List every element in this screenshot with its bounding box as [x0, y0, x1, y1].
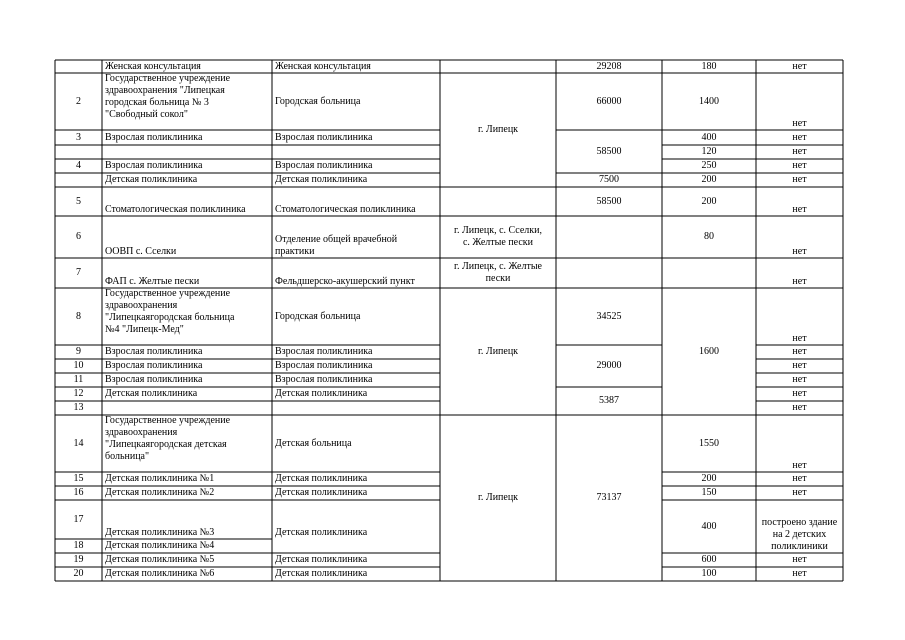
capacity-cell-text: 180 [701, 60, 717, 72]
population-cell [556, 173, 662, 187]
capacity-cell [662, 187, 756, 216]
capacity-cell-text: 200 [701, 195, 717, 207]
row-number [55, 387, 102, 401]
facility-name-text: Детская поликлиника №5 [105, 554, 215, 565]
capacity-cell [662, 288, 756, 415]
capacity-cell [662, 553, 756, 567]
facility-name-text: Взрослая поликлиника [105, 160, 203, 171]
facility-name-text: Детская поликлиника №2 [105, 487, 215, 498]
row-number-text: 19 [73, 554, 84, 565]
status-cell-text: нет [792, 204, 807, 215]
facility-name [102, 486, 272, 500]
capacity-cell [662, 415, 756, 472]
row-number-text: 20 [73, 568, 84, 579]
facility-type-text: Стоматологическая поликлиника [275, 204, 416, 215]
row-number [55, 472, 102, 486]
population-cell [556, 216, 662, 258]
row-number-text: 12 [73, 388, 84, 399]
facility-name [102, 567, 272, 581]
facility-type-text: Фельдшерско-акушерский пункт [275, 276, 415, 287]
row-number-text: 4 [76, 160, 81, 171]
capacity-cell [662, 486, 756, 500]
status-cell [756, 401, 843, 415]
population-cell [556, 258, 662, 288]
facility-name-text: Детская поликлиника [105, 388, 198, 399]
facility-type [272, 187, 440, 216]
population-cell [556, 73, 662, 130]
status-cell [756, 415, 843, 472]
row-number [55, 73, 102, 130]
capacity-cell-text: 250 [701, 160, 717, 171]
population-cell [556, 288, 662, 345]
status-cell-text: нет [792, 160, 807, 171]
facility-name-text: Государственное учреждение здравоохранения "Липецкаягородская детская больница" [105, 415, 231, 462]
facility-type-text: Детская поликлиника [275, 554, 368, 565]
row-number-text: 6 [76, 231, 81, 242]
row-number-text: 14 [73, 437, 84, 449]
row-number-text: 8 [76, 310, 81, 322]
row-number [55, 258, 102, 288]
status-cell [756, 472, 843, 486]
row-number [55, 500, 102, 539]
status-cell [756, 387, 843, 401]
capacity-cell [662, 60, 756, 73]
status-cell [756, 216, 843, 258]
facility-name-text: Женская консультация [105, 60, 201, 72]
facility-type-text: Отделение общей врачебной практики [275, 234, 398, 257]
facility-name-text: Детская поликлиника №3 [105, 527, 215, 538]
status-cell-text: нет [792, 473, 807, 484]
facility-type-text: Взрослая поликлиника [275, 374, 373, 385]
facility-type [272, 553, 440, 567]
capacity-cell-text: 1600 [699, 345, 719, 357]
facility-name [102, 73, 272, 130]
facility-type [272, 288, 440, 345]
facility-name [102, 187, 272, 216]
facility-name-text: Детская поликлиника №4 [105, 540, 215, 551]
population-cell [556, 415, 662, 581]
city-cell-text: г. Липецк [477, 492, 519, 503]
population-cell-text: 58500 [596, 145, 622, 157]
capacity-cell [662, 159, 756, 173]
row-number-text: 18 [73, 540, 84, 551]
facility-type [272, 472, 440, 486]
facility-name-text: Детская поликлиника №1 [105, 473, 215, 484]
status-cell [756, 567, 843, 581]
status-cell [756, 345, 843, 359]
city-cell-text: г. Липецк, с. Сселки, с. Желтые пески [453, 225, 543, 248]
population-cell-text: 73137 [596, 492, 622, 503]
capacity-cell [662, 73, 756, 130]
status-cell-text: нет [792, 460, 807, 471]
row-number [55, 539, 102, 553]
facility-type [272, 373, 440, 387]
status-cell-text: нет [792, 374, 807, 385]
facility-name-text: Взрослая поликлиника [105, 131, 203, 143]
facility-type [272, 539, 440, 553]
facility-type-text: Детская поликлиника [275, 473, 368, 484]
population-cell [556, 187, 662, 216]
capacity-cell-text: 400 [701, 131, 717, 143]
status-cell-text: нет [792, 346, 807, 357]
row-number [55, 187, 102, 216]
city-cell-text: г. Липецк [477, 124, 519, 135]
facility-name-text: Взрослая поликлиника [105, 374, 203, 385]
status-cell-text: нет [792, 131, 807, 143]
status-cell [756, 145, 843, 159]
status-cell [756, 288, 843, 345]
status-cell [756, 553, 843, 567]
facility-name [102, 130, 272, 145]
status-cell-text: нет [792, 60, 807, 72]
facility-type [272, 130, 440, 145]
facility-name-text: Взрослая поликлиника [105, 346, 203, 357]
capacity-cell [662, 258, 756, 288]
capacity-cell [662, 145, 756, 159]
status-cell [756, 130, 843, 145]
row-number-text: 17 [73, 513, 84, 525]
facility-name-text: Стоматологическая поликлиника [105, 204, 246, 215]
population-cell-text: 5387 [599, 395, 619, 406]
facility-type-text: Детская поликлиника [275, 174, 368, 185]
city-cell [440, 60, 556, 73]
facility-name [102, 553, 272, 567]
status-cell-text: нет [792, 402, 807, 413]
row-number [55, 60, 102, 73]
facility-name-text: ФАП с. Желтые пески [105, 276, 200, 287]
facility-type [272, 258, 440, 288]
capacity-cell-text: 600 [701, 554, 717, 565]
status-cell-text: нет [792, 388, 807, 399]
status-note-cell [756, 500, 843, 553]
facility-name [102, 288, 272, 345]
status-cell-text: нет [792, 333, 807, 344]
population-cell-text: 7500 [599, 174, 619, 185]
row-number [55, 486, 102, 500]
status-cell [756, 187, 843, 216]
row-number-text: 16 [73, 487, 84, 498]
city-cell-text: г. Липецк, с. Желтые пески [454, 261, 542, 284]
row-number [55, 288, 102, 345]
facility-name [102, 387, 272, 401]
facility-type [272, 216, 440, 258]
status-cell-text: нет [792, 276, 807, 287]
facility-name [102, 415, 272, 472]
facility-type-text: Женская консультация [275, 60, 371, 72]
status-cell-text: нет [792, 360, 807, 371]
status-cell-text: нет [792, 568, 807, 579]
facility-type-text: Взрослая поликлиника [275, 131, 373, 143]
city-cell [440, 415, 556, 581]
row-number [55, 401, 102, 415]
row-number-text: 15 [73, 473, 84, 484]
capacity-cell-text: 200 [701, 174, 717, 185]
row-number [55, 130, 102, 145]
facility-type [272, 173, 440, 187]
population-cell-text: 66000 [596, 95, 622, 107]
row-number-text: 2 [76, 95, 81, 107]
status-cell-text: нет [792, 146, 807, 157]
population-cell-text: 58500 [596, 195, 622, 207]
population-cell-text: 29208 [596, 60, 622, 72]
row-number-text: 10 [73, 360, 84, 371]
row-number [55, 415, 102, 472]
facility-type [272, 60, 440, 73]
facility-type [272, 500, 440, 539]
facility-name-text: Государственное учреждение здравоохранения "Липецкая городская больница № 3 "Свободный сокол" [105, 73, 231, 120]
capacity-cell [662, 472, 756, 486]
facility-type [272, 345, 440, 359]
capacity-cell [662, 500, 756, 553]
facility-type-text: Детская больница [275, 437, 352, 449]
facility-name [102, 539, 272, 553]
facility-type [272, 73, 440, 130]
capacity-cell-text: 1400 [699, 95, 719, 107]
status-cell [756, 60, 843, 73]
facility-name-text: Взрослая поликлиника [105, 360, 203, 371]
status-cell-text: нет [792, 554, 807, 565]
facility-name [102, 60, 272, 73]
row-number-text: 7 [76, 267, 81, 278]
capacity-cell-text: 120 [701, 146, 717, 157]
row-number [55, 159, 102, 173]
status-cell-text: нет [792, 118, 807, 129]
facility-name [102, 216, 272, 258]
status-cell [756, 173, 843, 187]
status-cell-text: нет [792, 487, 807, 498]
facility-type [272, 415, 440, 472]
capacity-cell [662, 130, 756, 145]
status-cell [756, 486, 843, 500]
facility-name-text: Детская поликлиника №6 [105, 568, 215, 579]
city-cell [440, 73, 556, 187]
row-number [55, 173, 102, 187]
facility-type [272, 159, 440, 173]
capacity-cell [662, 216, 756, 258]
row-number [55, 145, 102, 159]
status-cell-text: нет [792, 246, 807, 257]
status-cell [756, 73, 843, 130]
capacity-cell-text: 1550 [699, 437, 719, 449]
city-cell-text: г. Липецк [477, 345, 519, 357]
row-number-text: 13 [73, 402, 84, 413]
population-cell [556, 130, 662, 173]
row-number-text: 3 [76, 131, 81, 143]
row-number [55, 345, 102, 359]
facility-type [272, 145, 440, 159]
population-cell-text: 34525 [596, 310, 622, 322]
population-cell [556, 60, 662, 73]
row-number [55, 373, 102, 387]
city-cell [440, 187, 556, 216]
population-cell-text: 29000 [596, 360, 622, 371]
row-number-text: 5 [76, 195, 81, 207]
status-cell [756, 359, 843, 373]
status-cell [756, 373, 843, 387]
facility-name [102, 500, 272, 539]
status-cell-text: нет [792, 174, 807, 185]
city-cell [440, 216, 556, 258]
facility-type-text: Взрослая поликлиника [275, 360, 373, 371]
facility-name [102, 401, 272, 415]
facility-type-text: Взрослая поликлиника [275, 346, 373, 357]
population-cell [556, 387, 662, 415]
facility-name [102, 145, 272, 159]
capacity-cell-text: 400 [701, 520, 717, 532]
population-cell [556, 345, 662, 387]
capacity-cell-text: 80 [704, 231, 714, 242]
facility-type [272, 486, 440, 500]
row-number [55, 567, 102, 581]
city-cell [440, 258, 556, 288]
facility-type-text: Детская поликлиника [275, 527, 368, 538]
capacity-cell-text: 100 [701, 568, 717, 579]
facility-name [102, 345, 272, 359]
status-cell [756, 258, 843, 288]
row-number-text: 11 [73, 374, 84, 385]
capacity-cell [662, 567, 756, 581]
status-note-cell-text: построено здание на 2 детских поликлиники [761, 517, 838, 552]
facility-name-text: Детская поликлиника [105, 174, 198, 185]
facility-type-text: Детская поликлиника [275, 487, 368, 498]
facility-name [102, 472, 272, 486]
row-number [55, 359, 102, 373]
facility-type [272, 359, 440, 373]
facility-name [102, 359, 272, 373]
status-cell [756, 159, 843, 173]
capacity-cell-text: 150 [701, 487, 717, 498]
facility-type-text: Взрослая поликлиника [275, 160, 373, 171]
facility-name [102, 159, 272, 173]
capacity-cell-text: 200 [701, 473, 717, 484]
city-cell [440, 288, 556, 415]
facility-type [272, 567, 440, 581]
row-number [55, 216, 102, 258]
facility-type-text: Детская поликлиника [275, 388, 368, 399]
facility-type-text: Городская больница [275, 310, 361, 322]
facility-name [102, 173, 272, 187]
facility-type [272, 401, 440, 415]
facility-type-text: Городская больница [275, 95, 361, 107]
facility-name [102, 373, 272, 387]
facility-name-text: ООВП с. Сселки [105, 246, 177, 257]
facility-name-text: Государственное учреждение здравоохранения "Липецкаягородская больница №4 "Липецк-Мед" [105, 288, 235, 335]
row-number [55, 553, 102, 567]
facility-type [272, 387, 440, 401]
capacity-cell [662, 173, 756, 187]
row-number-text: 9 [76, 346, 81, 357]
facility-type-text: Детская поликлиника [275, 568, 368, 579]
facility-name [102, 258, 272, 288]
